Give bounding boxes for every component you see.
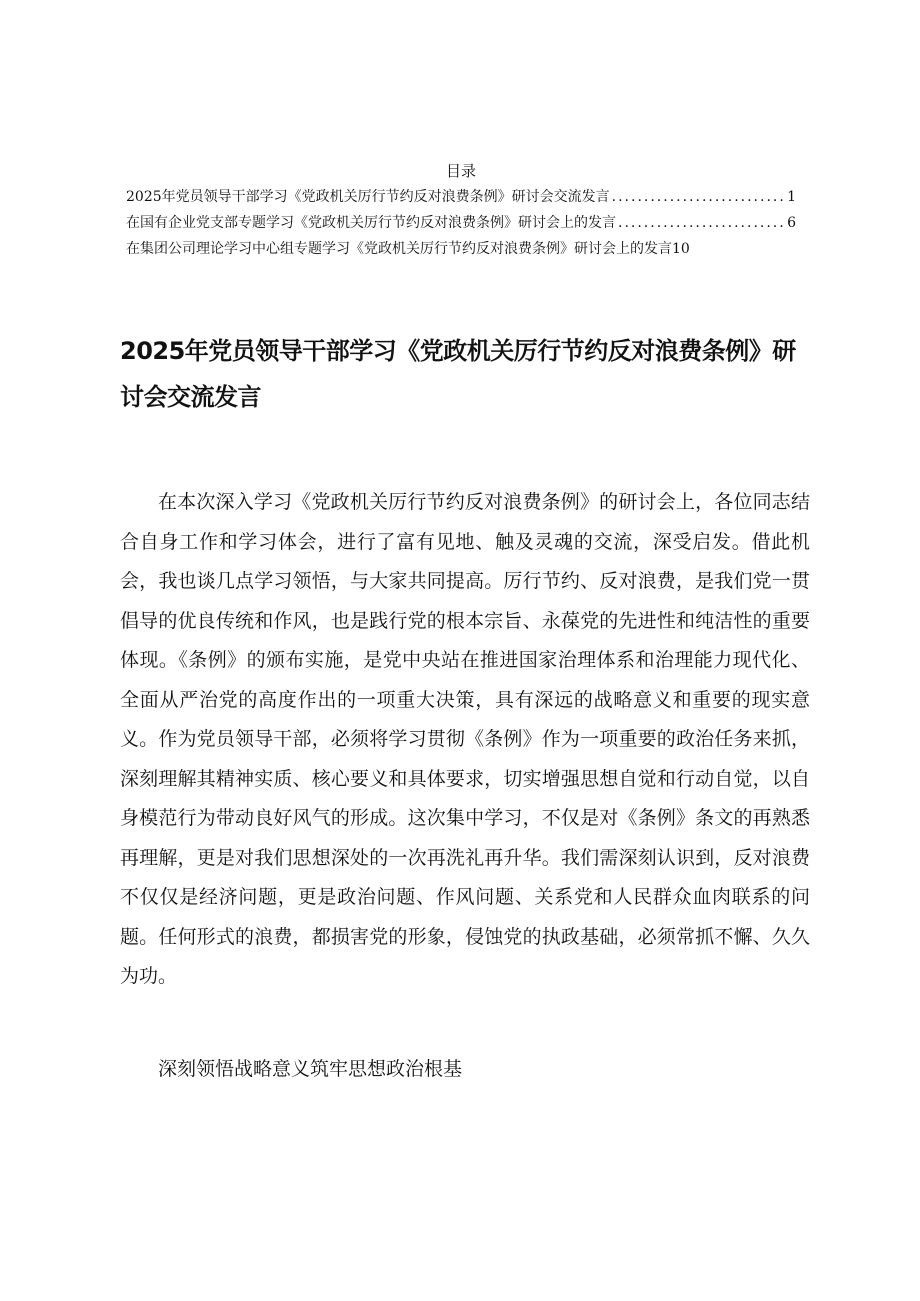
- toc-title: 目录: [445, 162, 476, 180]
- section-subheading: 深刻领悟战略意义筑牢思想政治根基: [158, 1058, 463, 1080]
- table-of-contents: [126, 158, 796, 262]
- body-paragraph: 在本次深入学习《党政机关厉行节约反对浪费条例》的研讨会上，各位同志结合自身工作和学习体会，进行了富有见地、触及灵魂的交流，深受启发。借此机会，我也谈几点学习领悟，与大家共同提高。厉行节约、反对浪费，是我们党一贯倡导的优良传统和作风，也是践行党的根本宗旨、永葆党的先进性和纯洁性的重要体现。《条例》的颁布实施，是党中央站在推进国家治理体系和治理能力现代化、全面从严治党的高度作出的一项重大决策，具有深远的战略意义和重要的现实意义。作为党员领导干部，必须将学习贯彻《条例》作为一项重要的政治任务来抓，深刻理解其精神实质、核心要义和具体要求，切实增强思想自觉和行动自觉，以自身模范行为带动良好风气的形成。这次集中学习，不仅是对《条例》条文的再熟悉再理解，更是对我们思想深处的一次再洗礼再升华。我们需深刻认识到，反对浪费不仅仅是经济问题，更是政治问题、作风问题、关系党和人民群众血肉联系的问题。任何形式的浪费，都损害党的形象，侵蚀党的执政基础，必须常抓不懈、久久为功。: [120, 491, 810, 987]
- toc-leader-dots: [618, 210, 785, 236]
- toc-entry-text: 在集团公司理论学习中心组专题学习《党政机关厉行节约反对浪费条例》研讨会上的发言: [126, 241, 672, 257]
- toc-entry-page: 1: [787, 189, 796, 205]
- toc-entry-text: 2025年党员领导干部学习《党政机关厉行节约反对浪费条例》研讨会交流发言: [126, 189, 610, 205]
- toc-entry[interactable]: [126, 236, 796, 262]
- article-title: 2025年党员领导干部学习《党政机关厉行节约反对浪费条例》研讨会交流发言: [120, 337, 796, 411]
- toc-entry[interactable]: [126, 184, 796, 210]
- toc-entry-page: 6: [787, 215, 796, 231]
- toc-entry-page: 10: [672, 241, 690, 257]
- toc-entry-text: 在国有企业党支部专题学习《党政机关厉行节约反对浪费条例》研讨会上的发言: [126, 215, 616, 231]
- toc-leader-dots: [612, 184, 785, 210]
- toc-entry[interactable]: [126, 210, 796, 236]
